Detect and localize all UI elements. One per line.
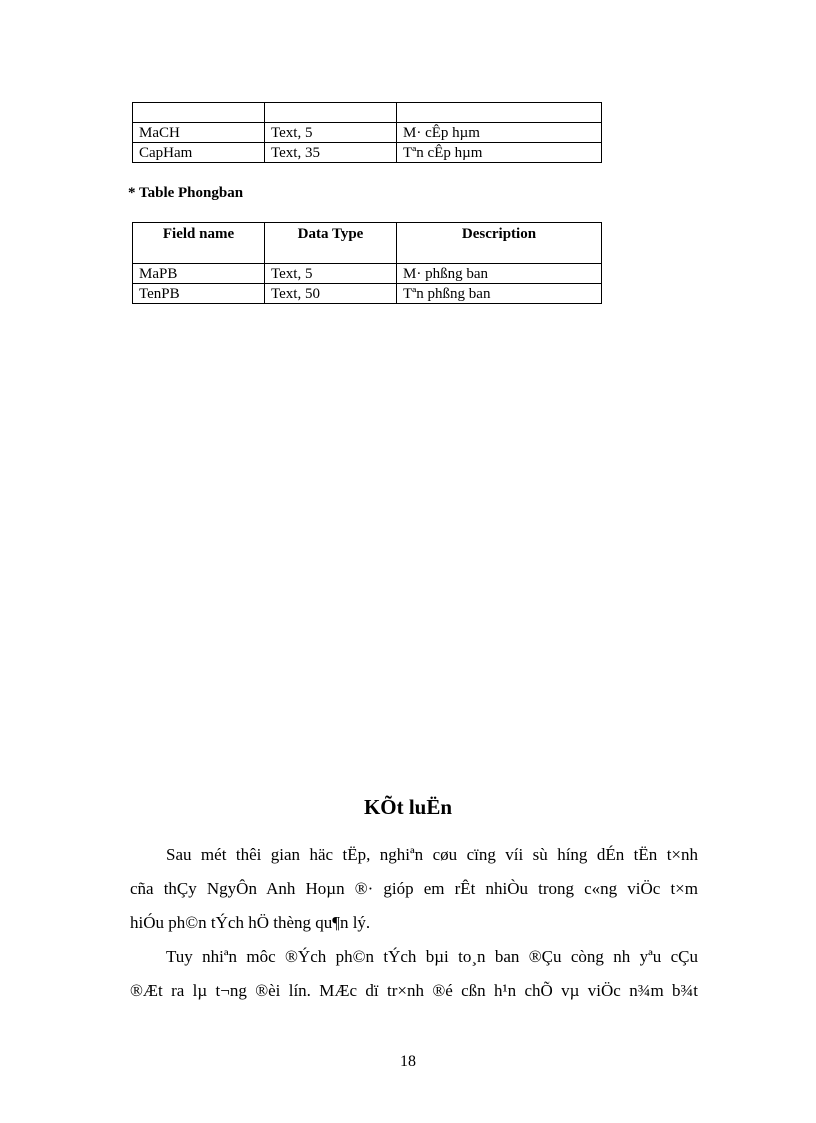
table-cell: Tªn phßng ban: [397, 284, 602, 304]
table-row: [133, 264, 602, 284]
paragraph: [130, 838, 698, 940]
paragraph-line: cña thÇy NgyÔn Anh Hoµn ®· gióp em rÊt nhiÒu trong c«ng viÖc t×m: [130, 879, 698, 898]
table-cell: Text, 5: [265, 123, 397, 143]
table-cell: Text, 5: [265, 264, 397, 284]
table-cell: MaCH: [133, 123, 265, 143]
table-row: [133, 123, 602, 143]
table-header-row: [133, 223, 602, 264]
table-cell: Tªn cÊp hµm: [397, 143, 602, 163]
table-row: [133, 103, 602, 123]
paragraph: [130, 940, 698, 1008]
column-header: Data Type: [265, 223, 397, 264]
table-phongban: [132, 222, 602, 304]
table-cell: [133, 103, 265, 123]
table-cell: [265, 103, 397, 123]
table-cell: Text, 35: [265, 143, 397, 163]
table-cell: MaPB: [133, 264, 265, 284]
column-header: Description: [397, 223, 602, 264]
section-heading: KÕt luËn: [363, 795, 453, 819]
table-row: [133, 284, 602, 304]
paragraph-line: Sau mét thêi gian häc tËp, nghiªn cøu cïng víi sù híng dÉn tËn t×nh: [166, 845, 698, 864]
table-cell: CapHam: [133, 143, 265, 163]
page-number: 18: [400, 1053, 416, 1070]
table-cell: M· cÊp hµm: [397, 123, 602, 143]
paragraph-line: hiÓu ph©n tÝch hÖ thèng qu¶n lý.: [130, 913, 371, 932]
table-capham: [132, 102, 602, 163]
table-row: [133, 143, 602, 163]
paragraph-line: ®Æt ra lµ t¬ng ®èi lín. MÆc dï tr×nh ®é cßn h¹n chÕ vµ viÖc n¾m b¾t: [130, 981, 698, 1000]
table-cell: TenPB: [133, 284, 265, 304]
paragraph-line: Tuy nhiªn môc ®Ých ph©n tÝch bµi to¸n ban ®Çu còng nh yªu cÇu: [166, 947, 698, 966]
table-caption-phongban: * Table Phongban: [128, 185, 244, 201]
table-cell: M· phßng ban: [397, 264, 602, 284]
column-header: Field name: [133, 223, 265, 264]
table-cell: [397, 103, 602, 123]
table-cell: Text, 50: [265, 284, 397, 304]
